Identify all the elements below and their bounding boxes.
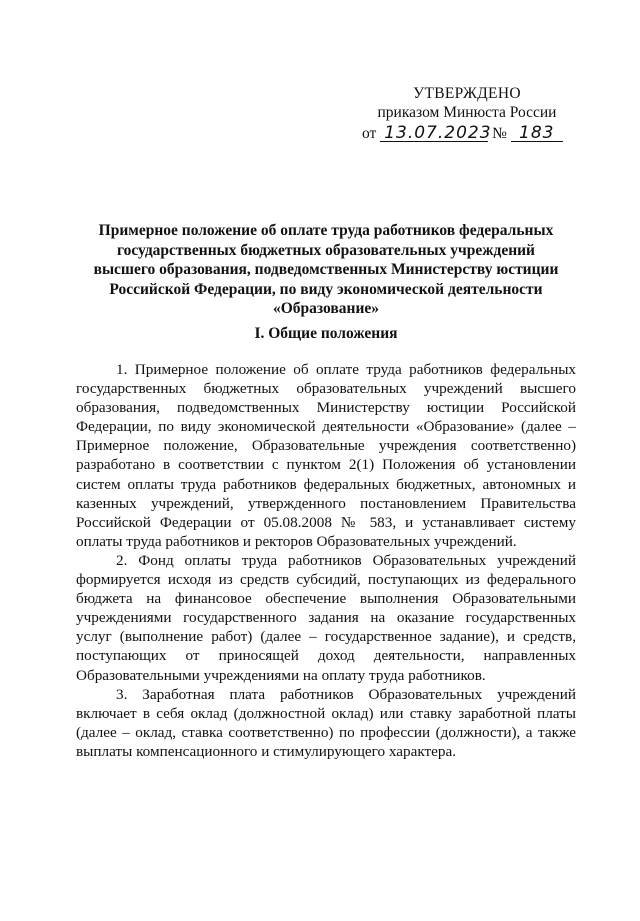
document-body: [76, 360, 576, 761]
approval-date-handwritten: 13.07.2023: [380, 125, 488, 142]
paragraph: 2. Фонд оплаты труда работников Образовательных учреждений формируется исходя из средств субсидий, поступающих из федерального бюджета на финансовое обеспечение выполнения Образовательными учреждениями государственного задания на оказание государственных услуг (выполнение работ) (далее – государственное задание), и средств, поступающих от приносящей доход деятельности, направленных Образовательными учреждениями на оплату труда работников.: [76, 551, 576, 684]
approval-number-handwritten: 183: [511, 125, 563, 142]
document-title-line: Российской Федерации, по виду экономической деятельности: [109, 280, 543, 298]
approval-from-prefix: от: [362, 125, 377, 142]
document-title-line: высшего образования, подведомственных Министерству юстиции: [93, 261, 559, 278]
section-title: I. Общие положения: [254, 325, 398, 342]
document-title-line: «Образование»: [272, 300, 380, 317]
paragraph: 1. Примерное положение об оплате труда работников федеральных государственных бюджетных образовательных учреждений высшего образования, подведомственных Министерству юстиции Российской Федерации, по виду экономической деятельности «Образование» (далее – Примерное положение, Образовательные учреждения соответственно) разработано в соответствии с пунктом 2(1) Положения об установлении систем оплаты труда работников федеральных бюджетных, автономных и казенных учреждений, утвержденного постановлением Правительства Российской Федерации от 05.08.2008 № 583, и устанавливает систему оплаты труда работников и ректоров Образовательных учреждений.: [76, 361, 576, 550]
document-title-line: Примерное положение об оплате труда работников федеральных: [98, 222, 554, 239]
approval-order: приказом Минюста России: [377, 104, 557, 121]
approval-date-line: [362, 124, 572, 143]
document-title: [80, 221, 572, 319]
paragraph: 3. Заработная плата работников Образовательных учреждений включает в себя оклад (должностной оклад) или ставку заработной платы (далее – оклад, ставка соответственно) по профессии (должности), а также выплаты компенсационного и стимулирующего характера.: [76, 685, 576, 760]
approval-number-sign: №: [492, 125, 507, 142]
approval-stamp: [362, 84, 572, 143]
document-title-line: государственных бюджетных образовательных учреждений: [116, 241, 535, 259]
approval-title: УТВЕРЖДЕНО: [413, 85, 521, 102]
